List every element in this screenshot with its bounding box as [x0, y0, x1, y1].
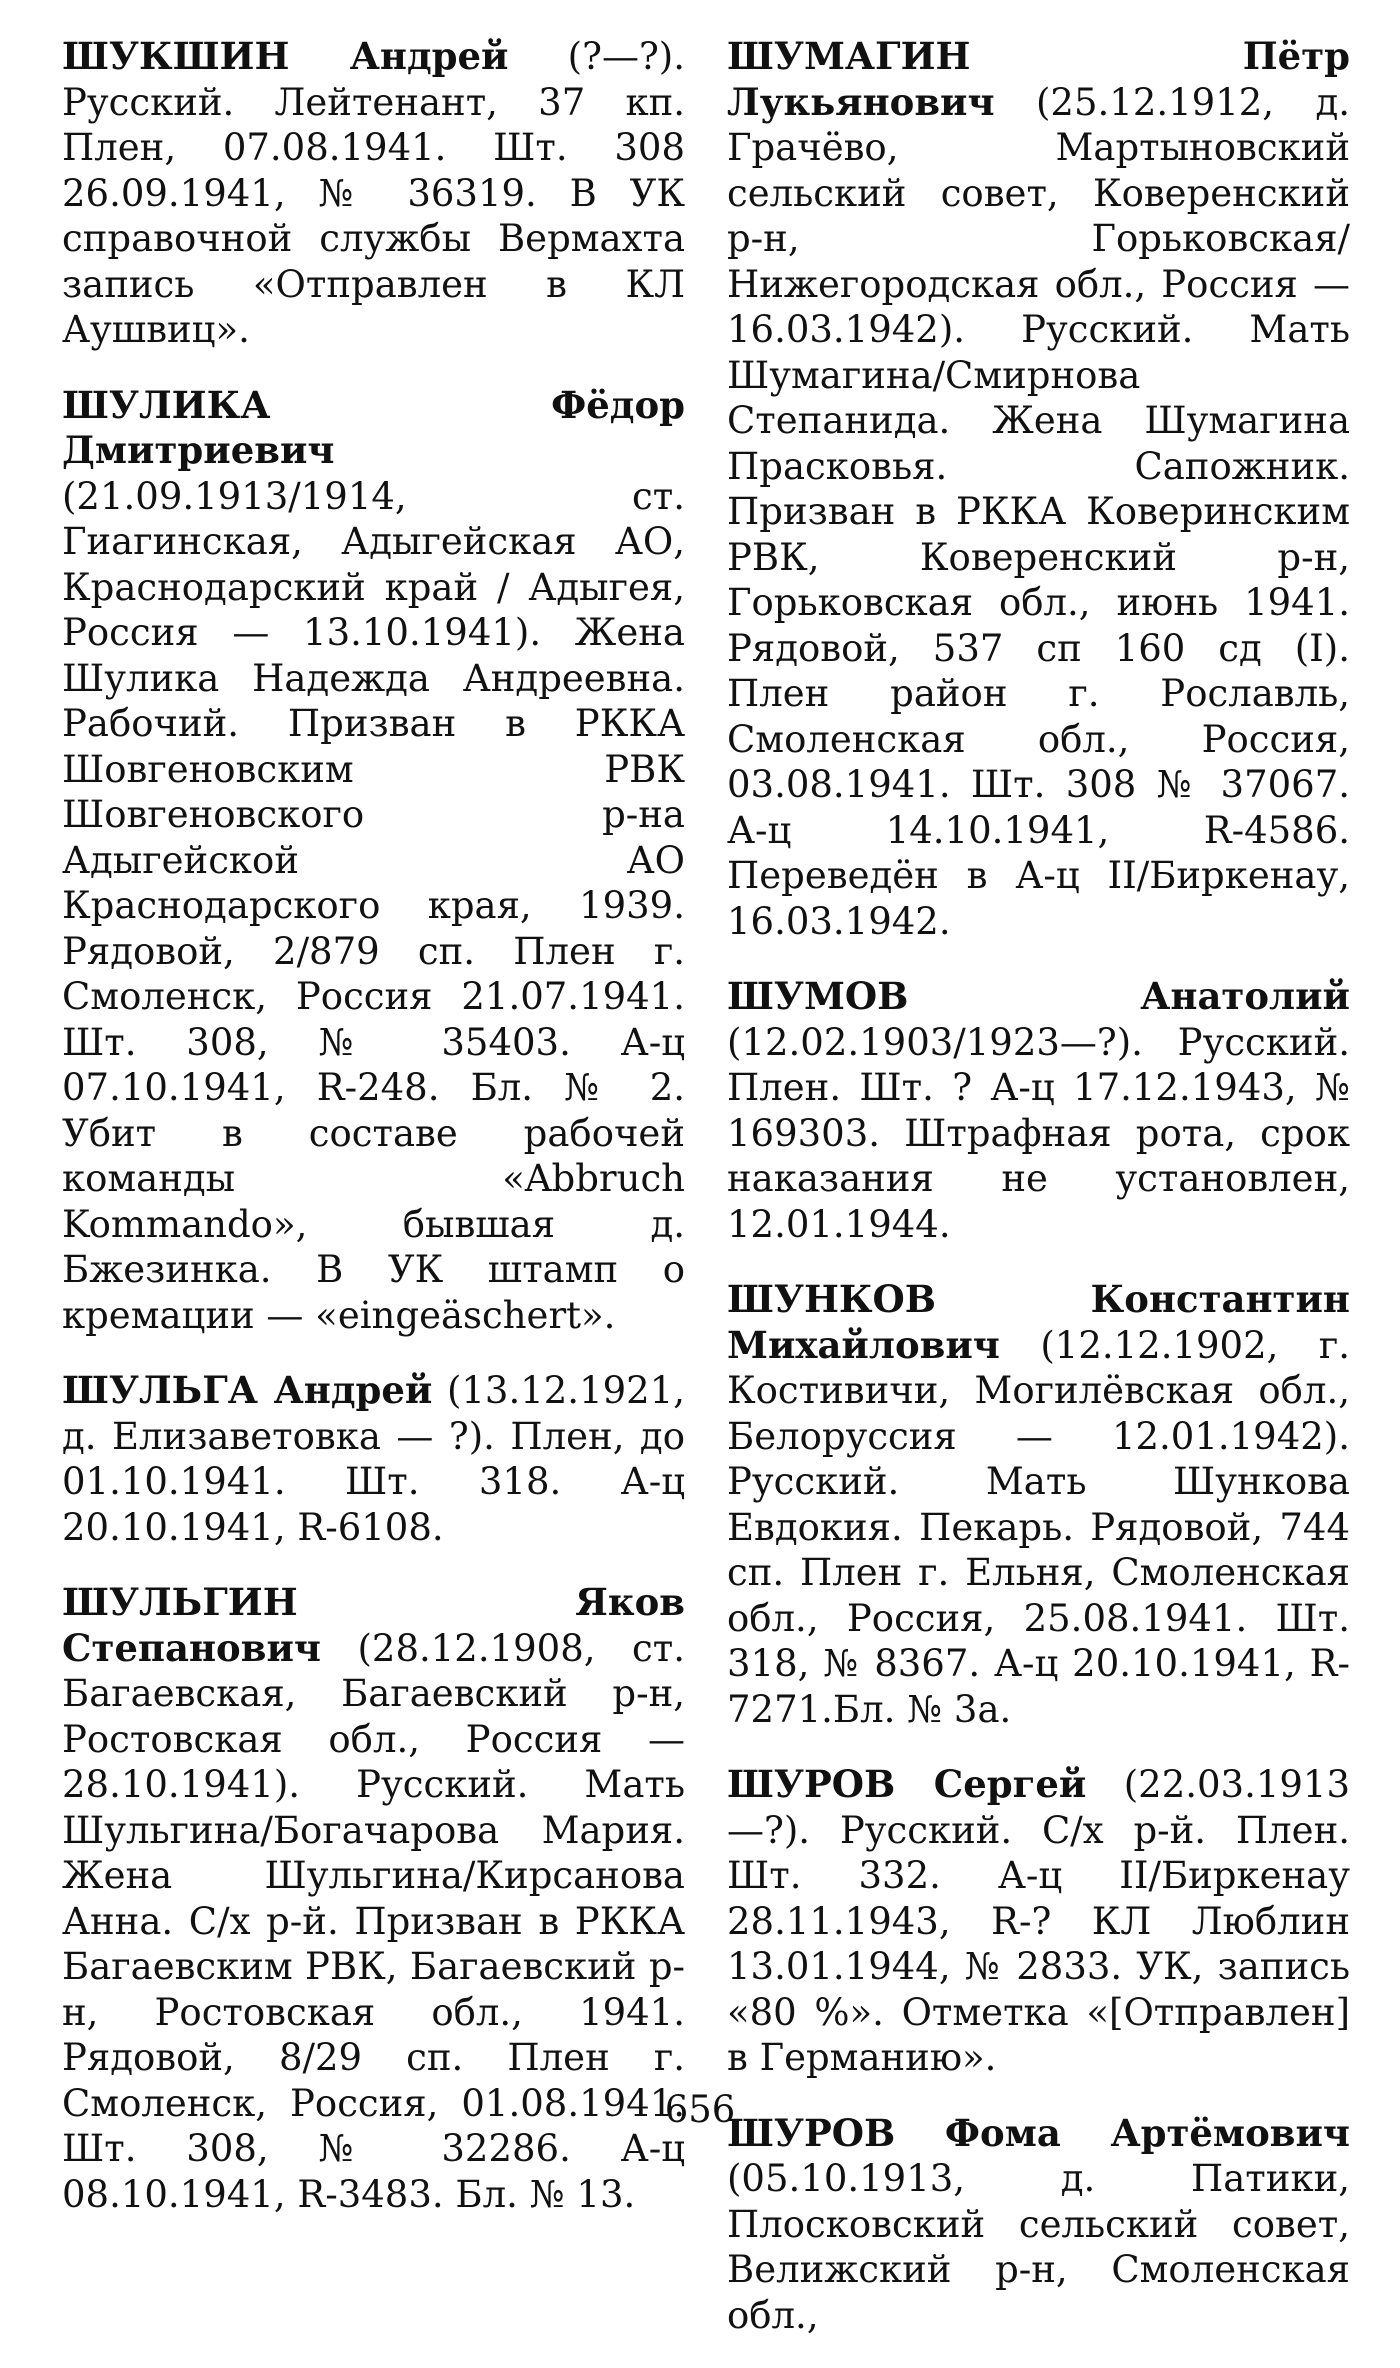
entry-head: ШУРОВ Сергей — [727, 1762, 1087, 1806]
entry-head: ШУЛЬГИН Яков Степанович — [62, 1580, 685, 1670]
entry-text: (22.03.1913—?). Русский. С/х р-й. Плен. Шт. 332. А-ц II/Биркенау 28.11.1943, R-? КЛ Люблин 13.01.1944, № 2833. УК, запись «80 %». Отметка «[Отправлен] в Германию». — [727, 1763, 1350, 2079]
left-column — [62, 34, 685, 2247]
entry-shumagin — [727, 34, 1350, 944]
entry-head: ШУЛИКА Фёдор Дмитриевич — [62, 382, 685, 472]
entry-shukshin — [62, 34, 685, 353]
entry-shulga — [62, 1368, 685, 1550]
page-number: 656 — [664, 2088, 736, 2131]
entry-shurov-sergei — [727, 1762, 1350, 2081]
entry-shumov — [727, 974, 1350, 1247]
entry-text: (13.12.1921, д. Елизаветовка — ?). Плен, до 01.10.1941. Шт. 318. А-ц 20.10.1941, R-6108. — [62, 1369, 685, 1549]
entry-head: ШУЛЬГА Андрей — [62, 1368, 433, 1412]
entry-head: ШУМАГИН Пётр Лукьянович — [727, 34, 1350, 124]
entry-text: (21.09.1913/1914, ст. Гиагинская, Адыгейская АО, Краснодарский край / Адыгея, Россия — 13.10.1941). Жена Шулика Надежда Андреевна. Рабочий. Призван в РККА Шовгеновским РВК Шовгеновского р-на Адыгейской АО Краснодарского края, 1939. Рядовой, 2/879 сп. Плен г. Смоленск, Россия 21.07.1941. Шт. 308, № 35403. А-ц 07.10.1941, R-248. Бл. № 2. Убит в составе рабочей команды «Abbruch Kommando», бывшая д. Бжезинка. В УК штамп о кремации — «eingeäschert». — [62, 474, 685, 1337]
entry-head: ШУРОВ Фома Артёмович — [727, 2110, 1350, 2155]
entry-text: (25.12.1912, д. Грачёво, Мартыновский сельский совет, Коверенский р-н, Горьковская/ Нижегородская обл., Россия — 16.03.1942). Русский. Мать Шумагина/Смирнова Степанида. Жена Шумагина Прасковья. Сапожник. Призван в РККА Коверинским РВК, Коверенский р-н, Горьковская обл., июнь 1941. Рядовой, 537 сп 160 сд (I). Плен район г. Рославль, Смоленская обл., Россия, 03.08.1941. Шт. 308 № 37067. А-ц 14.10.1941, R-4586. Переведён в А-ц II/Биркенау, 16.03.1942. — [727, 80, 1350, 943]
entry-head: ШУМОВ Анатолий — [727, 974, 1350, 1018]
entry-text: (?—?). Русский. Лейтенант, 37 кп. Плен, 07.08.1941. Шт. 308 26.09.1941, № 36319. В УК справочной службы Вермахта запись «Отправлен в КЛ Аушвиц». — [62, 35, 685, 351]
entry-shurov-foma — [727, 2111, 1350, 2339]
entry-shunkov — [727, 1277, 1350, 1732]
entry-shulika — [62, 383, 685, 1339]
entry-head: ШУНКОВ Константин Михайлович — [727, 1277, 1350, 1367]
right-column — [727, 34, 1350, 2368]
entry-text: (12.12.1902, г. Костивичи, Могилёвская обл., Белоруссия — 12.01.1942). Русский. Мать Шункова Евдокия. Пекарь. Рядовой, 744 сп. Плен г. Ельня, Смоленская обл., Россия, 25.08.1941. Шт. 318, № 8367. А-ц 20.10.1941, R-7271.Бл. № 3а. — [727, 1323, 1350, 1731]
entry-text: (12.02.1903/1923—?). Русский. Плен. Шт. ? А-ц 17.12.1943, № 169303. Штрафная рота, срок наказания не установлен, 12.01.1944. — [727, 1020, 1350, 1246]
entry-text: (28.12.1908, ст. Багаевская, Багаевский р-н, Ростовская обл., Россия — 28.10.1941). Русский. Мать Шульгина/Богачарова Мария. Жена Шульгина/Кирсанова Анна. С/х р-й. Призван в РККА Багаевским РВК, Багаевский р-н, Ростовская обл., 1941. Рядовой, 8/29 сп. Плен г. Смоленск, Россия, 01.08.1941. Шт. 308, № 32286. А-ц 08.10.1941, R-3483. Бл. № 13. — [62, 1626, 685, 2216]
entry-head: ШУКШИН Андрей — [62, 34, 509, 78]
entry-text: (05.10.1913, д. Патики, Плосковский сельский совет, Велижский р-н, Смоленская обл., — [727, 2157, 1350, 2337]
